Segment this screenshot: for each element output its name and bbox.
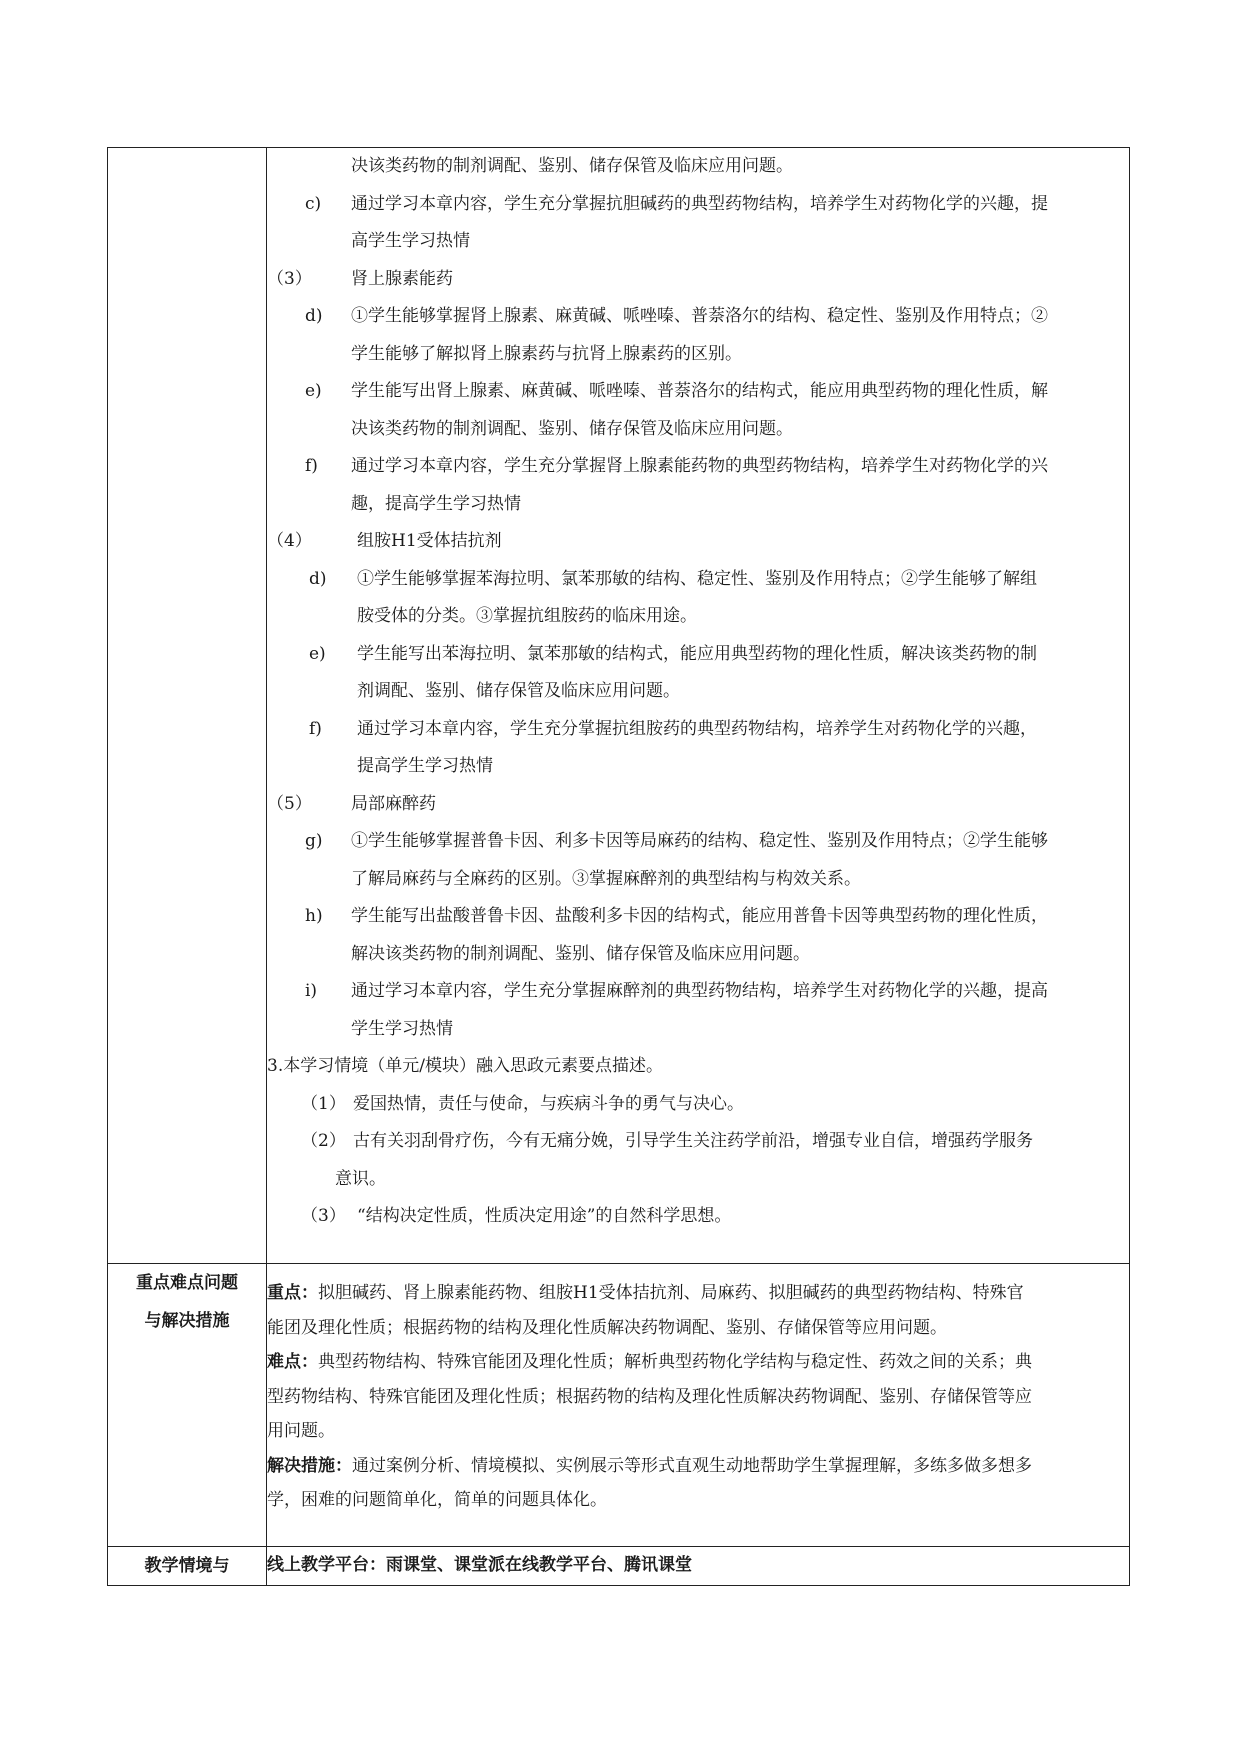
objective-line [267, 598, 1129, 636]
objective-text: 组胺H1受体拮抗剂 [357, 531, 502, 551]
measures-line-2: 学，困难的问题简单化，简单的问题具体化。 [267, 1490, 607, 1510]
list-marker: （3） [267, 268, 312, 289]
list-marker: （4） [267, 531, 312, 551]
objective-line [267, 148, 1129, 186]
key-difficult-content [267, 1264, 1130, 1547]
teaching-context-label: 教学情境与 [108, 1547, 267, 1586]
objective-text: 通过学习本章内容，学生充分掌握肾上腺素能药物的典型药物结构，培养学生对药物化学的兴 [351, 456, 1048, 476]
key-difficult-label-line1: 重点难点问题 [136, 1273, 238, 1293]
objective-text: 解决该类药物的制剂调配、鉴别、储存保管及临床应用问题。 [351, 943, 810, 964]
key-points-line-2: 能团及理化性质；根据药物的结构及理化性质解决药物调配、鉴别、存储保管等应用问题。 [267, 1317, 947, 1338]
difficult-points-text-1: 典型药物结构、特殊官能团及理化性质；解析典型药物化学结构与稳定性、药效之间的关系；典 [318, 1352, 1032, 1372]
objective-line [267, 936, 1129, 974]
objective-text: 学生能写出盐酸普鲁卡因、盐酸利多卡因的结构式，能应用普鲁卡因等典型药物的理化性质， [351, 906, 1048, 926]
list-marker: e) [305, 381, 322, 401]
list-marker: i) [305, 981, 318, 1001]
objective-text: ①学生能够掌握普鲁卡因、利多卡因等局麻药的结构、稳定性、鉴别及作用特点；②学生能够 [351, 831, 1048, 851]
difficult-points-line-3: 用问题。 [267, 1421, 335, 1441]
objective-text: 决该类药物的制剂调配、鉴别、储存保管及临床应用问题。 [351, 156, 793, 176]
objective-line [267, 786, 1129, 824]
objective-text: 3.本学习情境（单元/模块）融入思政元素要点描述。 [267, 1056, 663, 1076]
key-difficult-label [108, 1264, 267, 1547]
objectives-lines [267, 148, 1129, 1236]
objective-line [267, 1086, 1129, 1124]
objective-line [267, 673, 1129, 711]
objective-line [267, 373, 1129, 411]
objective-line [267, 973, 1129, 1011]
objective-text: 提高学生学习热情 [357, 756, 493, 776]
objective-line [267, 448, 1129, 486]
objective-line [267, 898, 1129, 936]
objective-line [267, 486, 1129, 524]
objective-line [267, 748, 1129, 786]
teaching-context-row [108, 1547, 1130, 1586]
objective-line [267, 1198, 1129, 1236]
list-marker: g) [305, 831, 323, 851]
key-points-label: 重点： [267, 1283, 318, 1303]
objectives-label-cell [108, 148, 267, 1264]
objective-line [267, 523, 1129, 561]
key-difficult-label-line2: 与解决措施 [144, 1311, 230, 1331]
key-difficult-row [108, 1264, 1130, 1547]
list-marker: d) [305, 306, 323, 326]
objective-text: 学生能写出肾上腺素、麻黄碱、哌唑嗪、普萘洛尔的结构式，能应用典型药物的理化性质，解 [351, 381, 1048, 401]
objective-line [267, 223, 1129, 261]
objective-text: 意识。 [335, 1168, 386, 1189]
objective-text: ①学生能够掌握苯海拉明、氯苯那敏的结构、稳定性、鉴别及作用特点；②学生能够了解组 [357, 568, 1037, 589]
list-marker: （1） [301, 1093, 346, 1114]
objective-line [267, 336, 1129, 374]
objective-text: 通过学习本章内容，学生充分掌握抗胆碱药的典型药物结构，培养学生对药物化学的兴趣，提 [351, 193, 1048, 214]
objective-text: “结构决定性质，性质决定用途”的自然科学思想。 [357, 1206, 732, 1226]
objective-text: 剂调配、鉴别、储存保管及临床应用问题。 [357, 681, 680, 701]
objective-line [267, 636, 1129, 674]
objective-line [267, 411, 1129, 449]
list-marker: （5） [267, 793, 312, 814]
online-platform-line: 线上教学平台：雨课堂、课堂派在线教学平台、腾讯课堂 [267, 1555, 692, 1575]
objective-text: 了解局麻药与全麻药的区别。③掌握麻醉剂的典型结构与构效关系。 [351, 868, 861, 889]
lesson-plan-table [107, 147, 1130, 1586]
list-marker: d) [309, 568, 327, 589]
objective-text: 通过学习本章内容，学生充分掌握抗组胺药的典型药物结构，培养学生对药物化学的兴趣， [357, 718, 1037, 739]
objective-text: 胺受体的分类。③掌握抗组胺药的临床用途。 [357, 606, 697, 626]
difficult-points-line-1 [267, 1345, 1129, 1380]
objective-line [267, 1161, 1129, 1199]
objective-line [267, 261, 1129, 299]
objective-line [267, 561, 1129, 599]
difficult-points-label: 难点： [267, 1352, 318, 1372]
measures-label: 解决措施： [267, 1455, 352, 1476]
objective-text: 古有关羽刮骨疗伤，今有无痛分娩，引导学生关注药学前沿，增强专业自信，增强药学服务 [353, 1131, 1033, 1151]
teaching-context-content [267, 1547, 1130, 1586]
key-points-line-1 [267, 1276, 1129, 1311]
objectives-row [108, 148, 1130, 1264]
difficult-points-line-2: 型药物结构、特殊官能团及理化性质；根据药物的结构及理化性质解决药物调配、鉴别、存储保管等应 [267, 1386, 1032, 1407]
objective-text: 学生学习热情 [351, 1018, 453, 1039]
objective-text: 决该类药物的制剂调配、鉴别、储存保管及临床应用问题。 [351, 418, 793, 439]
objective-text: 局部麻醉药 [351, 793, 436, 814]
objective-text: 爱国热情，责任与使命，与疾病斗争的勇气与决心。 [353, 1093, 744, 1114]
objective-text: 学生能写出苯海拉明、氯苯那敏的结构式，能应用典型药物的理化性质，解决该类药物的制 [357, 643, 1037, 664]
objectives-content-cell [267, 148, 1130, 1264]
objective-text: 高学生学习热情 [351, 231, 470, 251]
list-marker: （3） [301, 1206, 346, 1226]
objective-line [267, 186, 1129, 224]
list-marker: f) [305, 456, 318, 476]
list-marker: c) [305, 193, 322, 214]
objective-line [267, 1123, 1129, 1161]
objective-line [267, 1048, 1129, 1086]
objective-text: 学生能够了解拟肾上腺素药与抗肾上腺素药的区别。 [351, 343, 742, 364]
list-marker: h) [305, 906, 323, 926]
measures-text-1: 通过案例分析、情境模拟、实例展示等形式直观生动地帮助学生掌握理解，多练多做多想多 [352, 1455, 1032, 1476]
key-points-text-1: 拟胆碱药、肾上腺素能药物、组胺H1受体拮抗剂、局麻药、拟胆碱药的典型药物结构、特殊官 [318, 1283, 1024, 1303]
objective-text: 肾上腺素能药 [351, 268, 453, 289]
objective-text: 通过学习本章内容，学生充分掌握麻醉剂的典型药物结构，培养学生对药物化学的兴趣，提高 [351, 981, 1048, 1001]
list-marker: f) [309, 718, 322, 739]
objective-line [267, 711, 1129, 749]
objective-line [267, 298, 1129, 336]
objective-text: ①学生能够掌握肾上腺素、麻黄碱、哌唑嗪、普萘洛尔的结构、稳定性、鉴别及作用特点；② [351, 306, 1048, 326]
objective-line [267, 861, 1129, 899]
objective-text: 趣，提高学生学习热情 [351, 493, 521, 514]
measures-line-1 [267, 1449, 1129, 1484]
objective-line [267, 823, 1129, 861]
list-marker: （2） [301, 1131, 346, 1151]
list-marker: e) [309, 643, 326, 664]
objective-line [267, 1011, 1129, 1049]
